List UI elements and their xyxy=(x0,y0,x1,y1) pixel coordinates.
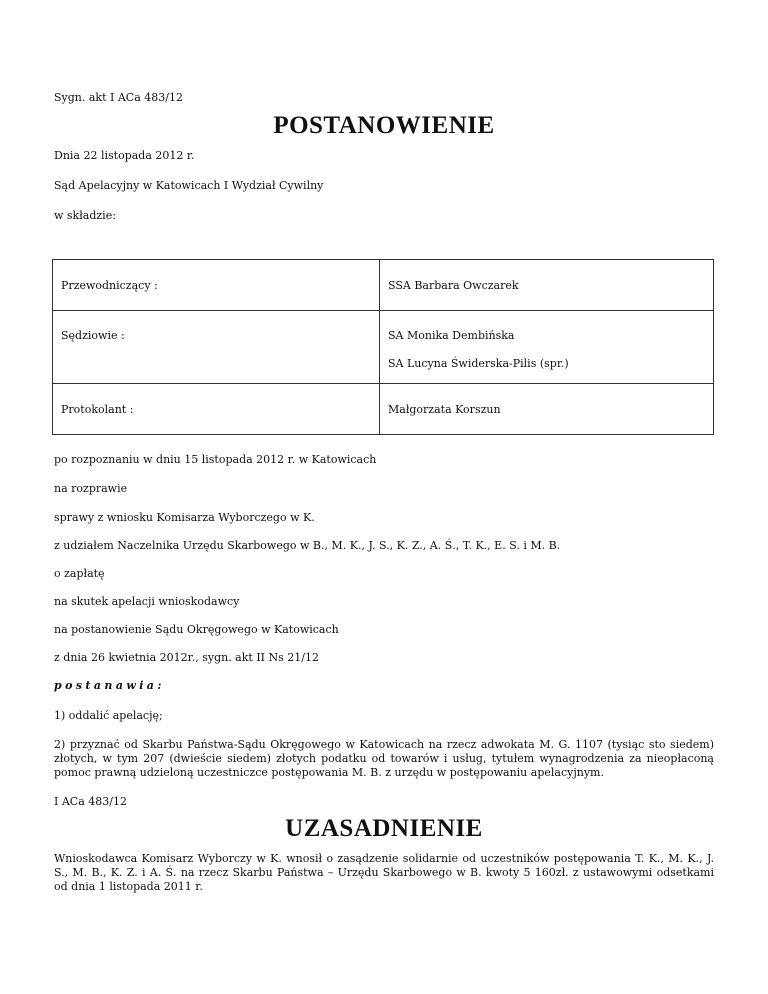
proceeding-line: o zapłatę xyxy=(54,567,105,580)
justification-title: UZASADNIENIE xyxy=(285,815,483,842)
presiding-value: SSA Barbara Owczarek xyxy=(388,278,519,292)
bench-row-presiding xyxy=(53,260,714,311)
bench-row-judges xyxy=(53,311,714,384)
date-line: Dnia 22 listopada 2012 r. xyxy=(54,149,195,162)
bench-table xyxy=(52,259,714,435)
proceeding-line: na postanowienie Sądu Okręgowego w Katowicach xyxy=(54,623,339,636)
clerk-label: Protokolant : xyxy=(61,402,134,416)
proceeding-line: z udziałem Naczelnika Urzędu Skarbowego w B., M. K., J. S., K. Z., A. Ś., T. K., E. S. i M. B. xyxy=(54,539,561,552)
judge-name: SA Lucyna Świderska-Pilis (spr.) xyxy=(388,357,569,370)
proceeding-line: z dnia 26 kwietnia 2012r., sygn. akt II Ns 21/12 xyxy=(54,651,319,664)
decision-heading: postanawia: xyxy=(54,679,165,692)
document-title: POSTANOWIENIE xyxy=(273,112,495,139)
case-reference: I ACa 483/12 xyxy=(54,795,127,808)
presiding-label: Przewodniczący : xyxy=(61,278,158,292)
proceeding-line: po rozpoznaniu w dniu 15 listopada 2012 r. w Katowicach xyxy=(54,453,377,466)
proceeding-line: na rozprawie xyxy=(54,482,128,495)
justification-text: Wnioskodawca Komisarz Wyborczy w K. wnosił o zasądzenie solidarnie od uczestników postępowania T. K., M. K., J. S., M. B., K. Z. i A. Ś. na rzecz Skarbu Państwa – Urzędu Skarbowego w B. kwoty 5 160zł. z ustawowymi odsetkami od dnia 1 listopada 2011 r. xyxy=(54,852,714,893)
proceeding-line: sprawy z wniosku Komisarza Wyborczego w K. xyxy=(54,511,315,524)
bench-row-clerk xyxy=(53,384,714,435)
composition-label: w składzie: xyxy=(54,209,116,222)
case-signature: Sygn. akt I ACa 483/12 xyxy=(54,91,183,104)
proceeding-line: na skutek apelacji wnioskodawcy xyxy=(54,595,240,608)
decision-point: 2) przyznać od Skarbu Państwa-Sądu Okręgowego w Katowicach na rzecz adwokata M. G. 1107 (tysiąc sto siedem) złotych, w tym 207 (dwieście siedem) złotych podatku od towarów i usług, tytułem wynagrodzenia za nieopłaconą pomoc prawną udzieloną uczestniczce postępowania M. B. z urzędu w postępowaniu apelacyjnym. xyxy=(54,738,714,779)
decision-point: 1) oddalić apelację; xyxy=(54,709,163,722)
court-name: Sąd Apelacyjny w Katowicach I Wydział Cywilny xyxy=(54,179,324,192)
judges-label: Sędziowie : xyxy=(61,329,125,342)
judge-name: SA Monika Dembińska xyxy=(388,329,515,342)
clerk-value: Małgorzata Korszun xyxy=(388,402,501,416)
